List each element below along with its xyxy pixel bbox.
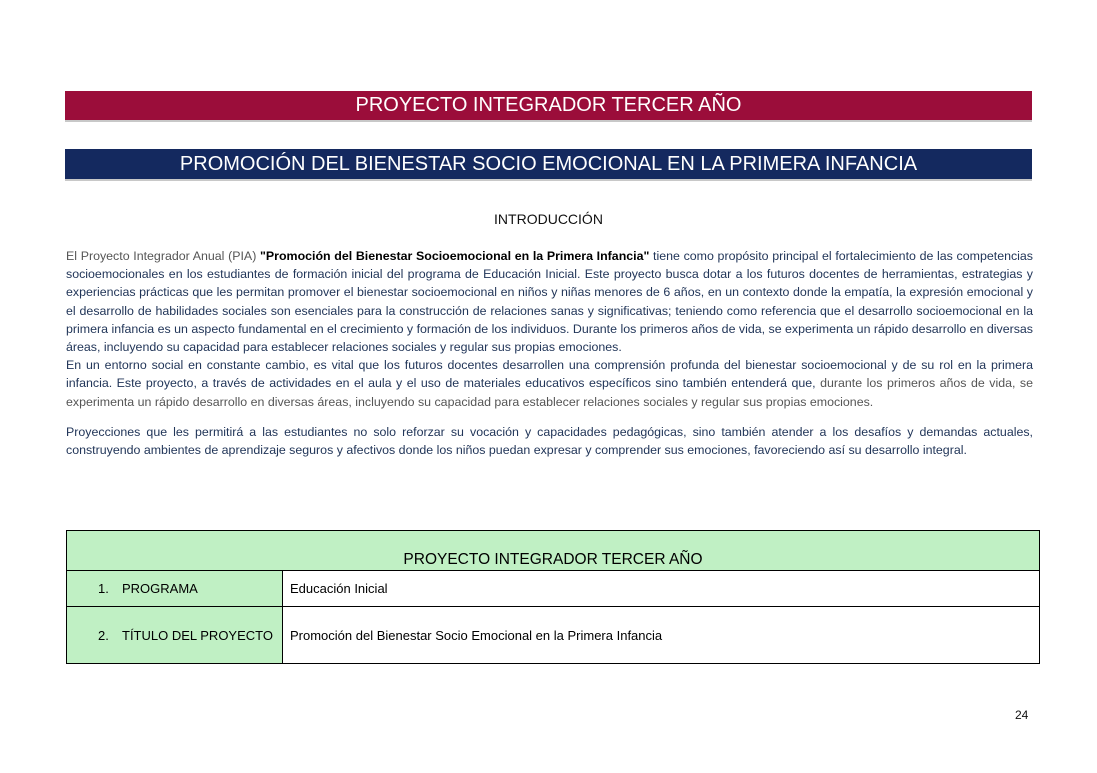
- row-number: 1.: [98, 581, 109, 596]
- intro-p1-body: tiene como propósito principal el fortalecimiento de las competencias socioemocionales en los estudiantes de formación inicial del programa de Educación Inicial. Este proyecto busca dotar a los futuros docentes de herramientas, estrategias y experiencias prácticas que les permitan promover el bienestar socioemocional en niños y niñas menores de 6 años, en un contexto donde la empatía, la expresión emocional y el desarrollo de habilidades sociales son esenciales para la construcción de relaciones sanas y significativas; teniendo como referencia que el desarrollo socioemocional en la primera infancia es un aspecto fundamental en el crecimiento y formación de los individuos. Durante los primeros años de vida, se experimenta un rápido desarrollo en diversas áreas, incluyendo su capacidad para establecer relaciones sociales y regular sus propias emociones.: [66, 249, 1034, 355]
- row-label-text: TÍTULO DEL PROYECTO: [122, 627, 273, 643]
- row-label-text: PROGRAMA: [122, 581, 198, 596]
- banner-subtitle-text: PROMOCIÓN DEL BIENESTAR SOCIO EMOCIONAL EN LA PRIMERA INFANCIA: [179, 153, 918, 175]
- table-row-value: Promoción del Bienestar Socio Emocional en la Primera Infancia: [283, 607, 1040, 664]
- banner-title-text: PROYECTO INTEGRADOR TERCER AÑO: [355, 94, 742, 116]
- intro-p1-lead: El Proyecto Integrador Anual (PIA): [66, 249, 261, 263]
- table-header: PROYECTO INTEGRADOR TERCER AÑO: [67, 531, 1040, 571]
- table-row-label: [67, 571, 283, 607]
- table-row: [67, 571, 1040, 607]
- intro-p2-text: Proyecciones que les permitirá a las estudiantes no solo reforzar su vocación y capacidades pedagógicas, sino también atender a los desafíos y demandas actuales, construyendo ambientes de aprendizaje seguros y afectivos donde los niños puedan expresar y comprender sus emociones, favoreciendo así su desarrollo integral.: [66, 425, 1033, 458]
- page-number: 24: [1015, 708, 1029, 722]
- intro-p1-continuation: En un entorno social en constante cambio, es vital que los futuros docentes desarrollen una comprensión profunda del bienestar socioemocional y de su rol en la primera infancia. Este proyecto, a través de actividades en el aula y el uso de materiales educativos específicos sino también entenderá que,: [66, 358, 1033, 391]
- intro-heading: INTRODUCCIÓN: [494, 211, 603, 227]
- table-row-label: [67, 607, 283, 664]
- banner-title: [65, 91, 1032, 120]
- intro-paragraph-1: [66, 247, 1033, 411]
- table-row: [67, 607, 1040, 664]
- intro-p1-project-name: "Promoción del Bienestar Socioemocional en la Primera Infancia": [260, 249, 650, 263]
- row-number: 2.: [98, 627, 109, 643]
- table-row-value: Educación Inicial: [283, 571, 1040, 607]
- intro-paragraph-2: [66, 423, 1033, 459]
- intro-p1-closing: durante los primeros años de vida, se experimenta un rápido desarrollo en diversas áreas, incluyendo su capacidad para establecer relaciones sociales y regular sus propias emociones.: [66, 376, 1034, 409]
- banner-subtitle: [65, 149, 1032, 179]
- project-info-table: [66, 530, 1040, 664]
